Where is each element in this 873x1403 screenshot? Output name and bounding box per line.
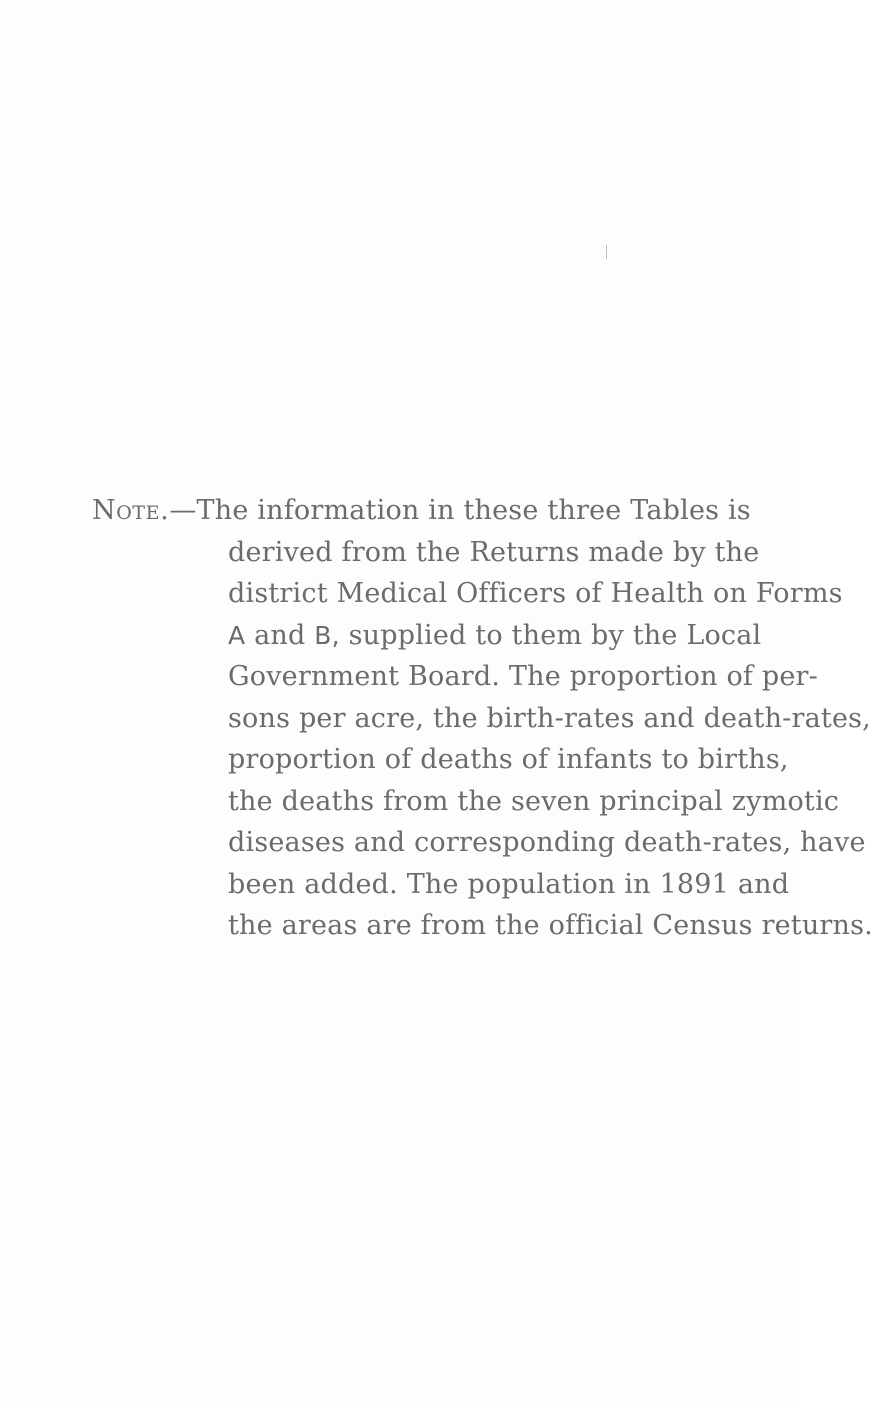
note-line-2: derived from the Returns made by the xyxy=(228,536,760,568)
faint-mark xyxy=(606,245,607,259)
note-line-7: proportion of deaths of infants to births, xyxy=(228,744,789,775)
note-label: Note. xyxy=(92,495,170,526)
note-line-4-text: supplied to them by the Local xyxy=(348,619,762,651)
note-line-8: the deaths from the seven principal zymotic xyxy=(228,785,840,817)
note-line-6: sons per acre, the birth-rates and death-rates, xyxy=(228,702,871,734)
note-line-4 xyxy=(228,615,762,657)
note-line-5: Government Board. The proportion of per- xyxy=(228,661,818,692)
note-line-9: diseases and corresponding death-rates, have xyxy=(228,827,866,858)
note-dash: — xyxy=(169,495,197,526)
note-line-11: the areas are from the official Census returns. xyxy=(228,910,873,941)
note-line-1 xyxy=(92,490,751,532)
note-line-1-text: The information in these three Tables is xyxy=(196,495,751,526)
note-line-3: district Medical Officers of Health on Forms xyxy=(228,578,843,609)
note-paragraph xyxy=(92,490,873,947)
note-line-10: been added. The population in 1891 and xyxy=(228,868,790,900)
form-a: A xyxy=(228,620,246,650)
form-b: B, xyxy=(314,620,340,650)
form-and: and xyxy=(254,619,306,651)
